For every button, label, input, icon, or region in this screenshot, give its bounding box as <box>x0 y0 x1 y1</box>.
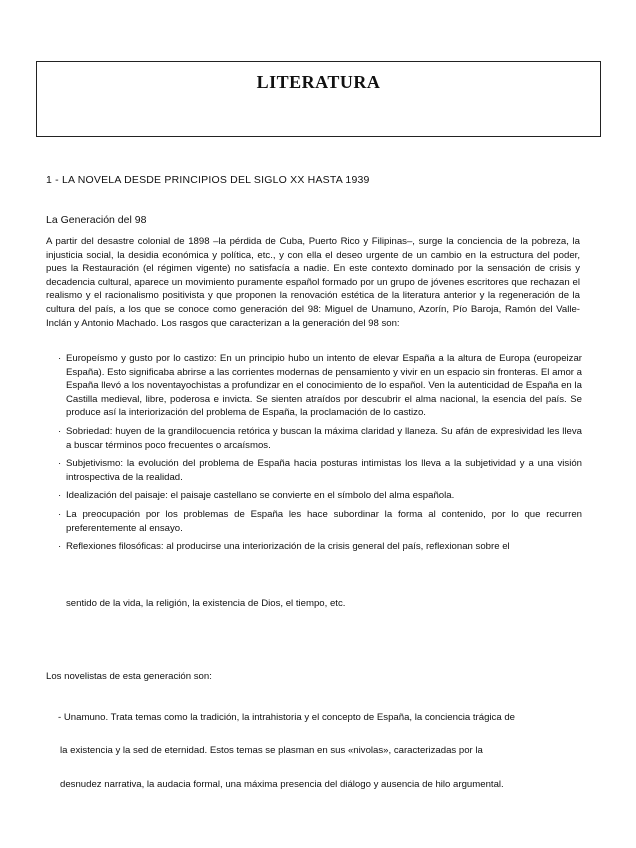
trait-text: Idealización del paisaje: el paisaje castellano se convierte en el símbolo del alma española. <box>66 490 455 502</box>
bullet-icon: · <box>58 490 62 502</box>
bullet-icon: · <box>58 508 62 520</box>
page-title: LITERATURA <box>256 72 381 92</box>
trait-text: Subjetivismo: la evolución del problema de España hacia posturas intimistas los lleva a la subjetividad y a una visión introspectiva de la realidad. <box>66 458 582 483</box>
trait-text: Sobriedad: huyen de la grandilocuencia retórica y buscan la máxima claridad y llaneza. Su afán de expresividad les lleva a buscar términos poco frecuentes o arcaísmos. <box>66 425 582 451</box>
trait-item <box>58 425 582 452</box>
bullet-icon: · <box>58 353 62 364</box>
unamuno-line: la existencia y la sed de eternidad. Estos temas se plasman en sus «nivolas», caracterizadas por la <box>60 745 483 756</box>
trait-continuation: sentido de la vida, la religión, la existencia de Dios, el tiempo, etc. <box>66 598 346 609</box>
trait-item <box>58 489 582 503</box>
trait-text: Reflexiones filosóficas: al producirse una interiorización de la crisis general del país, reflexionan sobre el <box>66 541 510 553</box>
trait-item <box>58 457 582 484</box>
trait-item <box>58 352 582 420</box>
title-box <box>36 61 601 137</box>
unamuno-line: desnudez narrativa, la audacia formal, una máxima presencia del diálogo y ausencia de hilo argumental. <box>60 779 504 790</box>
traits-list <box>58 352 582 554</box>
trait-text: Europeísmo y gusto por lo castizo: En un principio hubo un intento de elevar España a la altura de Europa (europeizar España). Esto significaba abrirse a las corrientes modernas de pensamiento y vivir en un espacio sin fronteras. El amor a España llevó a los noventayochistas a profundizar en el conocimiento de lo español. Ven la autenticidad de España en la Castilla medieval, libre, poderosa e invicta. Se sienten atraídos por descubrir el alma nacional, la esencia del país. Se produce así la interiorización del problema de España, la proclamación de lo castizo. <box>66 353 582 419</box>
trait-text: La preocupación por los problemas de España les hace subordinar la forma al contenido, por lo que recurren preferentemente al ensayo. <box>66 508 582 534</box>
bullet-icon: · <box>58 425 62 437</box>
bullet-icon: · <box>58 458 62 470</box>
subheading: La Generación del 98 <box>46 214 147 226</box>
section-heading: 1 - LA NOVELA DESDE PRINCIPIOS DEL SIGLO XX HASTA 1939 <box>46 174 370 186</box>
unamuno-line: - Unamuno. Trata temas como la tradición, la intrahistoria y el concepto de España, la conciencia trágica de <box>58 712 516 723</box>
trait-item <box>58 540 582 554</box>
trait-item <box>58 508 582 535</box>
intro-paragraph: A partir del desastre colonial de 1898 –la pérdida de Cuba, Puerto Rico y Filipinas–, surge la conciencia de la pobreza, la injusticia social, la desidia económica y política, etc., y con ella el deseo urgente de un cambio en la estructura del poder, pues la Restauración (el régimen vigente) no satisfacía a nadie. En este contexto dominado por la sensación de crisis y decadencia cultural, aparece un movimiento puramente español formado por un grupo de jóvenes escritores que rechazan el realismo y el racionalismo positivista y que proponen la renovación estética de la literatura anterior y la regeneración de la cultura del país, a los que se conoce como generación del 98: Miguel de Unamuno, Azorín, Pío Baroja, Ramón del Valle-Inclán y Antonio Machado. Los rasgos que caracterizan a la generación del 98 son: <box>46 236 580 329</box>
bullet-icon: · <box>58 541 62 553</box>
novelists-intro: Los novelistas de esta generación son: <box>46 671 212 682</box>
